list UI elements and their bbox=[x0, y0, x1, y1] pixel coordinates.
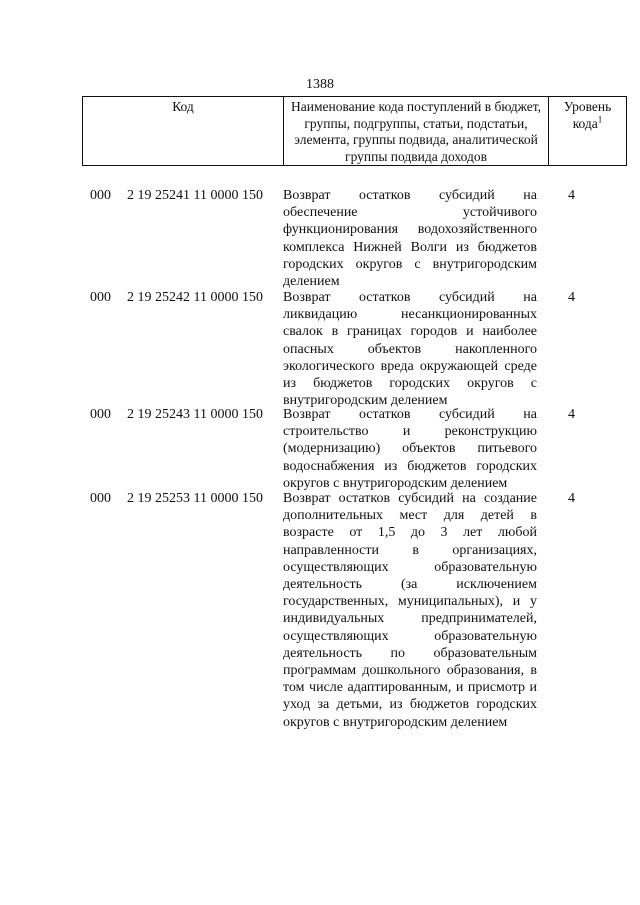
revenue-code: 2 19 25241 11 0000 150 bbox=[127, 188, 263, 203]
revenue-code: 2 19 25243 11 0000 150 bbox=[127, 407, 263, 422]
code-level: 4 bbox=[568, 188, 575, 203]
code-level: 4 bbox=[568, 290, 575, 305]
revenue-code: 2 19 25253 11 0000 150 bbox=[127, 491, 263, 506]
column-header-name: Наименование кода поступлений в бюджет, группы, подгруппы, статьи, подстатьи, элемента, группы подвида, аналитической группы подвида доходов bbox=[284, 97, 549, 166]
table-header bbox=[82, 96, 627, 166]
admin-code: 000 bbox=[90, 491, 111, 506]
revenue-description: Возврат остатков субсидий на создание дополнительных мест для детей в возрасте от 1,5 до 3 лет любой направленности в организациях, осуществляющих образовательную деятельность (за исключением государственных, муниципальных), и у индивидуальных предпринимателей, осуществляющих образовательную деятельность по образовательным программам дошкольного образования, в том числе адаптированным, и присмотр и уход за детьми, из бюджетов городских округов с внутригородским делением bbox=[283, 491, 537, 730]
column-header-code: Код bbox=[83, 97, 284, 166]
code-level: 4 bbox=[568, 407, 575, 422]
footnote-marker: 1 bbox=[597, 114, 603, 125]
revenue-description: Возврат остатков субсидий на ликвидацию несанкционированных свалок в границах городов и наиболее опасных объектов накопленного экологического вреда окружающей среде из бюджетов городских округов с внутригородским делением bbox=[283, 290, 537, 409]
revenue-code: 2 19 25242 11 0000 150 bbox=[127, 290, 263, 305]
revenue-description: Возврат остатков субсидий на обеспечение устойчивого функционирования водохозяйственного комплекса Нижней Волги из бюджетов городских округов с внутригородским делением bbox=[283, 188, 537, 290]
column-header-level bbox=[549, 97, 627, 166]
page-number: 1388 bbox=[306, 77, 334, 92]
revenue-description: Возврат остатков субсидий на строительство и реконструкцию (модернизацию) объектов питьевого водоснабжения из бюджетов городских округов с внутригородским делением bbox=[283, 407, 537, 491]
admin-code: 000 bbox=[90, 407, 111, 422]
admin-code: 000 bbox=[90, 290, 111, 305]
admin-code: 000 bbox=[90, 188, 111, 203]
code-level: 4 bbox=[568, 491, 575, 506]
column-header-level-text: Уровень кода bbox=[563, 99, 612, 131]
